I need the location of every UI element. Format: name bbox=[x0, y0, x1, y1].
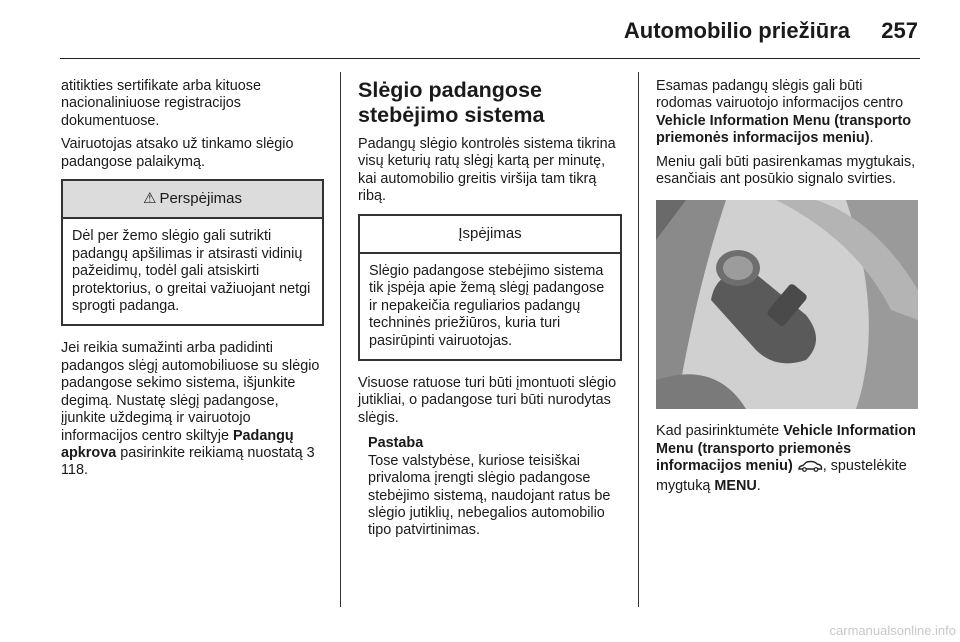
column-1 bbox=[61, 78, 324, 486]
turn-signal-lever-photo bbox=[656, 200, 918, 409]
warning-text: Dėl per žemo slėgio gali sutrikti padangų apšilimas ir atsirasti vidinių pažeidimų, todėl gali atsiskirti protektorius, o greitai važiuojant netgi sprogti padanga. bbox=[72, 228, 311, 315]
warning-title: Perspėjimas bbox=[159, 190, 242, 208]
page-header bbox=[60, 0, 920, 56]
page-title: Automobilio priežiūra bbox=[623, 18, 850, 43]
header-rule bbox=[60, 58, 920, 59]
page-reference[interactable]: 118. bbox=[61, 462, 88, 479]
caution-text: Slėgio padangose stebėjimo sistema tik įspėja apie žemą slėgį padangose ir nepakeičia reguliarios padangų techninės priežiūros, kuria turi pasirūpinti vairuotojas. bbox=[369, 263, 605, 349]
caution-title: Įspėjimas bbox=[360, 216, 620, 254]
paragraph: Visuose ratuose turi būti įmontuoti slėgio jutikliai, o padangose turi būti nurodytas slėgis. bbox=[358, 375, 617, 426]
paragraph: Padangų slėgio kontrolės sistema tikrina visų keturių ratų slėgį kartą per minutę, kai automobilio greitis viršija tam tikrą ribą. bbox=[358, 136, 616, 205]
watermark: carmanualsonline.info bbox=[829, 623, 956, 638]
note-title: Pastaba bbox=[368, 435, 424, 452]
note-text: Tose valstybėse, kuriose teisiškai privaloma įrengti slėgio padangose stebėjimo sistemą, naudojant ratus be slėgio jutiklių, nebegalios automobilio tipo patvirtinimas. bbox=[368, 452, 611, 539]
column-3 bbox=[656, 78, 922, 501]
page-number: 257 bbox=[881, 18, 918, 43]
menu-button-label: MENU bbox=[714, 477, 757, 494]
warning-box bbox=[61, 179, 324, 326]
note-block bbox=[358, 435, 622, 539]
paragraph: Esamas padangų slėgis gali būti rodomas vairuotojo informacijos centro Vehicle Information Menu (transporto priemonės informacijos meniu). bbox=[656, 78, 912, 147]
menu-name: Vehicle Information Menu (transporto priemonės informacijos meniu) bbox=[656, 112, 912, 147]
paragraph: Vairuotojas atsako už tinkamo slėgio padangose palaikymą. bbox=[61, 136, 294, 170]
menu-name: Vehicle Information Menu (transporto priemonės informacijos meniu) bbox=[656, 423, 916, 475]
warning-triangle-icon: ⚠ bbox=[143, 190, 157, 208]
column-divider-2 bbox=[638, 72, 639, 607]
car-icon bbox=[797, 460, 823, 477]
paragraph: atitikties sertifikate arba kituose nacionaliniuose registracijos dokumentuose. bbox=[61, 78, 261, 129]
column-2 bbox=[358, 78, 622, 540]
page-reference-icon: 3 bbox=[306, 444, 315, 461]
lever-illustration bbox=[656, 200, 918, 409]
warning-header bbox=[63, 181, 322, 219]
section-heading: Slėgio padangose stebėjimo sistema bbox=[358, 78, 545, 127]
paragraph: Kad pasirinktumėte Vehicle Information Menu (transporto priemonės informacijos meniu) , spustelėkite mygtuką MENU. bbox=[656, 423, 916, 494]
paragraph: Meniu gali būti pasirenkamas mygtukais, esančiais ant posūkio signalo svirties. bbox=[656, 153, 916, 188]
paragraph: Jei reikia sumažinti arba padidinti padangos slėgį automobiliuose su slėgio padangose sekimo sistema, išjunkite degimą. Nustatę slėgį padangose, įjunkite uždegimą ir vairuotojo informacijos centro skiltyje Padangų apkrova pasirinkite reikiamą nuostatą 3 118. bbox=[61, 340, 320, 479]
column-divider-1 bbox=[340, 72, 341, 607]
menu-item-reference: Padangų apkrova bbox=[61, 427, 294, 461]
caution-box bbox=[358, 214, 622, 361]
